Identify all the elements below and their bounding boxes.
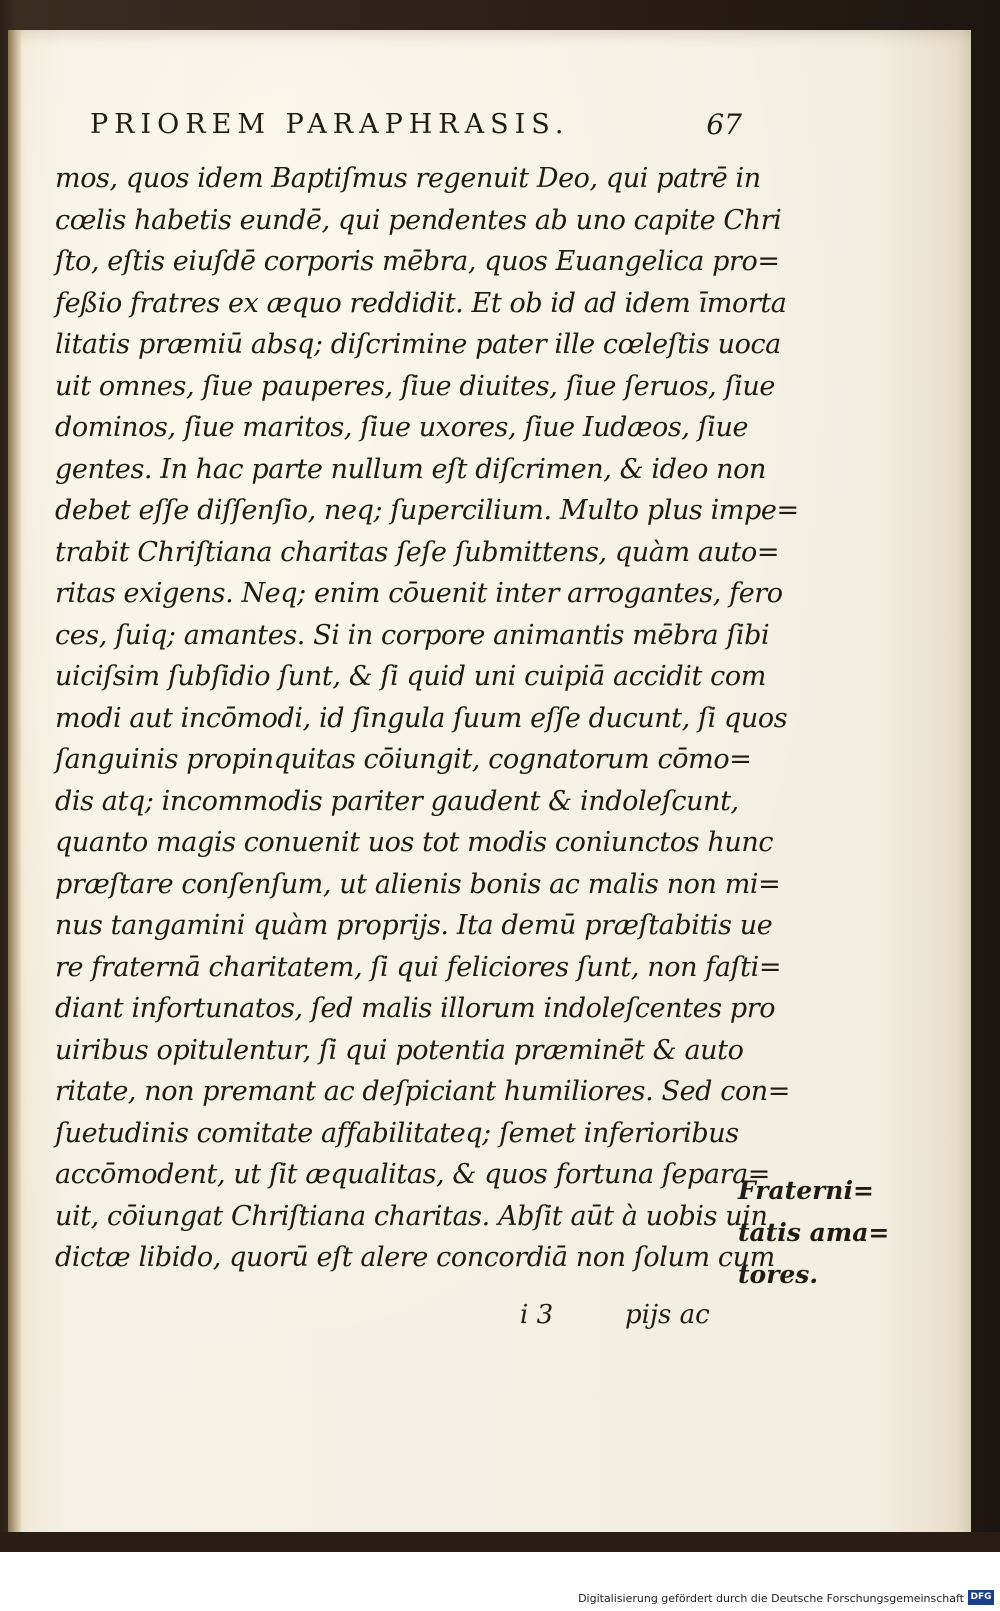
text-line: uiribus opitulentur, ſi qui potentia præminēt & auto — [55, 1034, 744, 1066]
marginal-note-line: tatis ama= — [738, 1218, 890, 1247]
marginal-note — [738, 1170, 890, 1296]
text-line: dominos, ſiue maritos, ſiue uxores, ſiue Iudæos, ſiue — [55, 412, 749, 443]
text-line: ſanguinis propinquitas cōiungit, cognatorum cōmo= — [55, 744, 752, 775]
page-gutter — [8, 30, 22, 1572]
running-head-title: PRIOREM PARAPHRASIS. — [90, 108, 570, 140]
body-text — [55, 158, 799, 1279]
text-line: ſuetudinis comitate affabilitateq; ſemet inferioribus — [55, 1117, 739, 1149]
text-line: uit, cōiungat Chriſtiana charitas. Abſit aūt à uobis uin — [55, 1200, 768, 1232]
text-line: uiciſsim ſubſidio ſunt, & ſi quid uni cuipiā accidit com — [55, 661, 766, 692]
text-line: gentes. In hac parte nullum eſt diſcrimen, & ideo non — [55, 453, 766, 485]
text-line: ces, ſuiq; amantes. Si in corpore animantis mēbra ſibi — [55, 619, 770, 651]
page-number: 67 — [706, 107, 742, 141]
footer-credit-bar — [0, 1552, 1000, 1611]
text-line: dictæ libido, quorū eſt alere concordiā non ſolum cum — [55, 1242, 775, 1273]
text-line: dis atq; incommodis pariter gaudent & indoleſcunt, — [55, 785, 739, 817]
marginal-note-line: tores. — [738, 1260, 819, 1289]
text-line: feßio fratres ex æquo reddidit. Et ob id ad idem īmorta — [55, 287, 787, 319]
text-line: litatis præmiū absq; diſcrimine pater ille cœleſtis uoca — [55, 329, 781, 360]
text-line: diant infortunatos, ſed malis illorum indoleſcentes pro — [55, 993, 776, 1024]
text-line: ſto, eſtis eiuſdē corporis mēbra, quos Euangelica pro= — [55, 246, 780, 277]
text-line: mos, quos idem Baptiſmus regenuit Deo, qui patrē in — [55, 163, 761, 194]
catchword: pijs ac — [625, 1300, 710, 1330]
text-line: nus tangamini quàm proprijs. Ita demū præſtabitis ue — [55, 910, 773, 941]
text-line: cœlis habetis eundē, qui pendentes ab uno capite Chri — [55, 204, 782, 236]
funding-credit: Digitalisierung gefördert durch die Deutsche Forschungsgemeinschaft — [578, 1592, 964, 1605]
signature-mark: i 3 — [520, 1300, 554, 1330]
text-line: trabit Chriſtiana charitas ſeſe ſubmittens, quàm auto= — [55, 536, 780, 568]
text-line: modi aut incōmodi, id ſingula ſuum eſſe ducunt, ſi quos — [55, 702, 788, 734]
text-line: præſtare conſenſum, ut alienis bonis ac malis non mi= — [55, 868, 781, 900]
scan-bottom-edge — [0, 1532, 1000, 1552]
text-line: re fraternā charitatem, ſi qui feliciores ſunt, non faſti= — [55, 951, 782, 983]
text-line: ritate, non premant ac deſpiciant humiliores. Sed con= — [55, 1076, 791, 1107]
text-line: ritas exigens. Neq; enim cōuenit inter arrogantes, fero — [55, 578, 783, 609]
running-head — [90, 100, 750, 148]
text-line: uit omnes, ſiue pauperes, ſiue diuites, ſiue ſeruos, ſiue — [55, 370, 775, 402]
catchline — [520, 1300, 720, 1340]
dfg-logo-icon: DFG — [968, 1590, 994, 1605]
marginal-note-line: Fraterni= — [738, 1176, 874, 1205]
text-line: accōmodent, ut ſit æqualitas, & quos fortuna ſepara= — [55, 1159, 771, 1190]
text-line: quanto magis conuenit uos tot modis coniunctos hunc — [55, 827, 774, 858]
text-line: debet eſſe diſſenſio, neq; ſupercilium. Multo plus impe= — [55, 495, 799, 526]
